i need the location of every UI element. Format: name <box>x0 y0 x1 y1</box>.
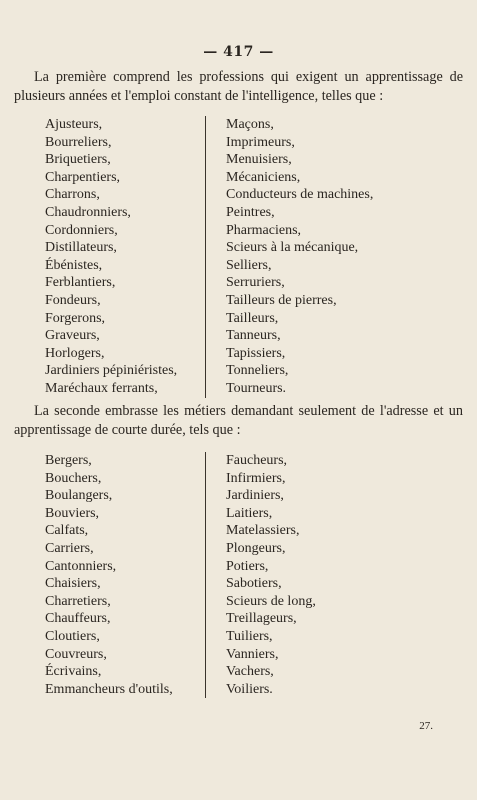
list-item: Serruriers, <box>226 275 285 291</box>
list-item: Chaisiers, <box>45 576 101 592</box>
list-item: Potiers, <box>226 558 269 574</box>
list-item: Infirmiers, <box>226 470 286 486</box>
list-item: Bergers, <box>45 453 92 468</box>
list-item: Vachers, <box>226 664 274 680</box>
list-item: Menuisiers, <box>226 152 292 168</box>
list-item: Maréchaux ferrants, <box>45 380 158 396</box>
list-item: Tourneurs. <box>226 380 287 396</box>
list-item: Cordonniers, <box>45 222 118 238</box>
list-item: Matelassiers, <box>226 523 300 539</box>
list-item: Maçons, <box>226 117 274 132</box>
list-item: Charretiers, <box>45 593 111 609</box>
list-item: Charpentiers, <box>45 169 121 185</box>
list-item: Peintres, <box>226 204 275 220</box>
list-item: Cloutiers, <box>45 628 100 644</box>
list-item: Emmancheurs d'outils, <box>45 681 173 697</box>
list-item: Tailleurs de pierres, <box>226 292 337 308</box>
list-item: Chaudronniers, <box>45 204 131 220</box>
list-item: Tuiliers, <box>226 628 273 644</box>
list-item: Plongeurs, <box>226 540 286 556</box>
list-item: Chauffeurs, <box>45 611 111 627</box>
list-item: Tonneliers, <box>226 363 289 379</box>
list-item: Charrons, <box>45 187 100 203</box>
list-item: Calfats, <box>45 523 89 539</box>
list-item: Écrivains, <box>45 664 102 680</box>
list-item: Tapissiers, <box>226 345 286 361</box>
list-item: Scieurs à la mécanique, <box>226 240 359 256</box>
list-item: Sabotiers, <box>226 576 282 592</box>
list-item: Bouviers, <box>45 505 100 521</box>
list-item: Cantonniers, <box>45 558 117 574</box>
list-item: Horlogers, <box>45 345 105 361</box>
page-number: — 417 — <box>203 44 274 60</box>
list-item: Treillageurs, <box>226 611 297 627</box>
list-item: Distillateurs, <box>45 240 117 256</box>
list-item: Fondeurs, <box>45 292 101 308</box>
list-item: Selliers, <box>226 257 272 273</box>
signature-mark: 27. <box>419 720 433 732</box>
list-item: Laitiers, <box>226 505 273 521</box>
profession-list-1-left-column <box>45 116 205 398</box>
list-item: Pharmaciens, <box>226 222 302 238</box>
list-item: Briquetiers, <box>45 152 111 168</box>
list-item: Faucheurs, <box>226 453 288 468</box>
list-item: Bouchers, <box>45 470 102 486</box>
list-item: Jardiniers pépiniéristes, <box>45 363 178 379</box>
intro-paragraph: La première comprend les professions qui exigent un apprentissage de plusieurs années et l'emploi constant de l'intelligence, telles que : <box>14 69 463 104</box>
profession-list-2-right-column <box>226 452 457 698</box>
list-item: Couvreurs, <box>45 646 107 662</box>
list-item: Carriers, <box>45 540 94 556</box>
list-item: Ferblantiers, <box>45 275 116 291</box>
column-divider <box>205 116 206 398</box>
list-item: Tanneurs, <box>226 328 281 344</box>
column-divider <box>205 452 206 698</box>
list-item: Forgerons, <box>45 310 106 326</box>
list-item: Vanniers, <box>226 646 279 662</box>
list-item: Tailleurs, <box>226 310 279 326</box>
list-item: Scieurs de long, <box>226 593 316 609</box>
profession-list-2-left-column <box>45 452 205 698</box>
list-item: Mécaniciens, <box>226 169 301 185</box>
list-item: Bourreliers, <box>45 134 112 150</box>
second-paragraph: La seconde embrasse les métiers demandant seulement de l'adresse et un apprentissage de courte durée, tels que : <box>14 403 463 438</box>
list-item: Ébénistes, <box>45 257 103 273</box>
list-item: Imprimeurs, <box>226 134 295 150</box>
list-item: Boulangers, <box>45 488 113 504</box>
profession-list-1 <box>45 116 457 398</box>
list-item: Jardiniers, <box>226 488 284 504</box>
list-item: Voiliers. <box>226 681 273 697</box>
profession-list-1-right-column <box>226 116 457 398</box>
list-item: Graveurs, <box>45 328 100 344</box>
list-item: Conducteurs de machines, <box>226 187 374 203</box>
profession-list-2 <box>45 452 457 698</box>
list-item: Ajusteurs, <box>45 117 103 132</box>
